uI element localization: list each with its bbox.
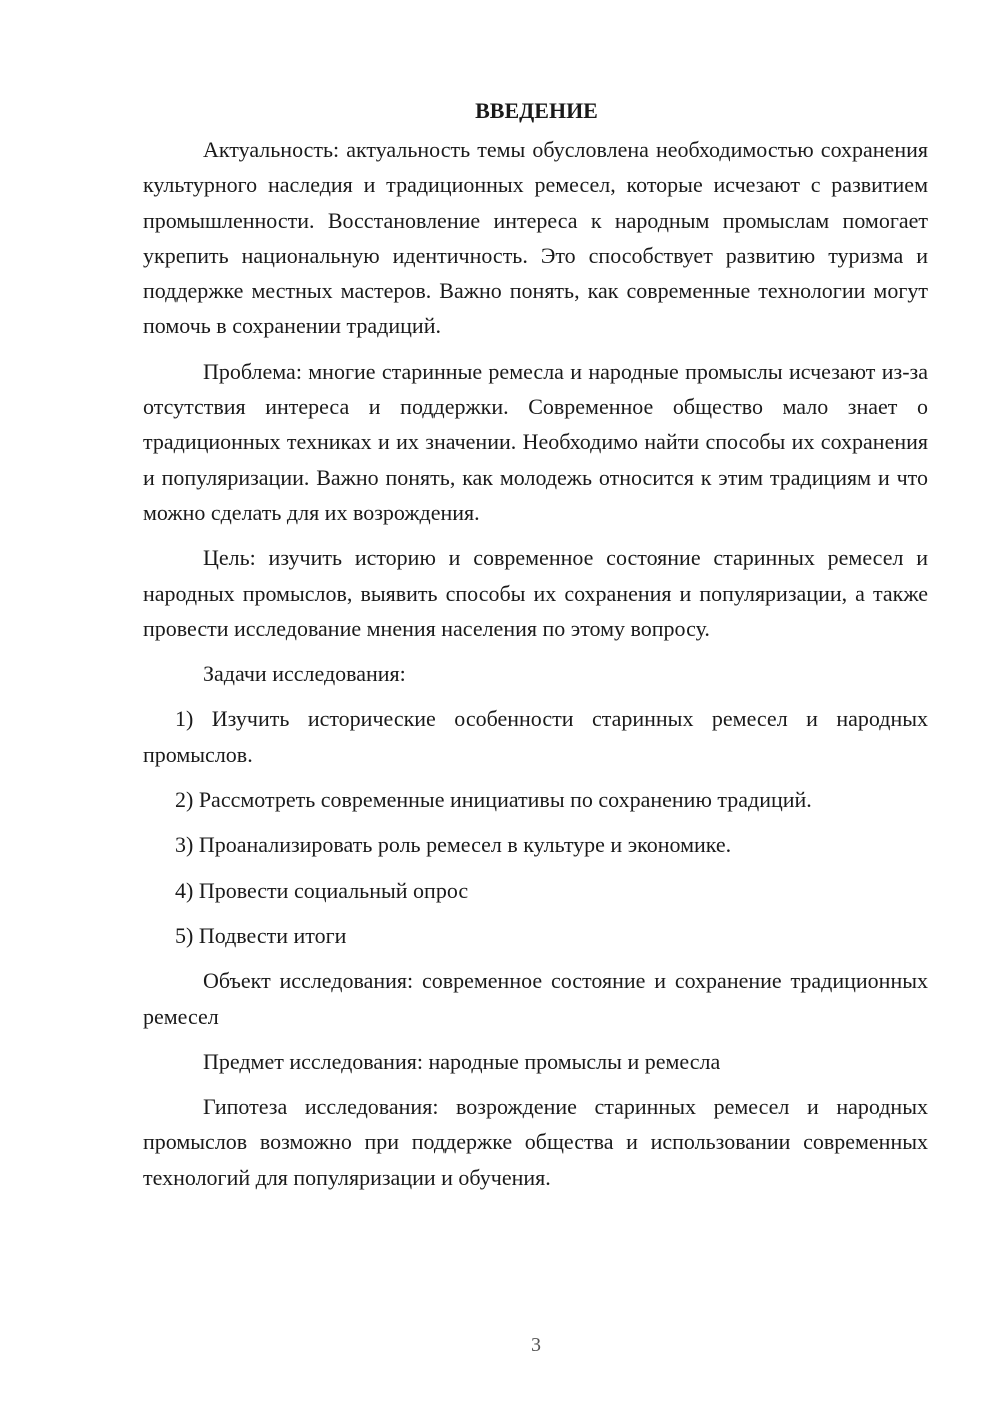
task-item-5: 5) Подвести итоги [175,922,347,948]
page-number: 3 [531,1334,541,1356]
task-item-4: 4) Провести социальный опрос [175,877,469,903]
goal-paragraph: Цель: изучить историю и современное состояние старинных ремесел и народных промыслов, выявить способы их сохранения и популяризации, а также провести исследование мнения населения по этому вопросу. [143,545,928,641]
subject-paragraph: Предмет исследования: народные промыслы и ремесла [203,1048,721,1074]
problem-paragraph: Проблема: многие старинные ремесла и народные промыслы исчезают из-за отсутствия интереса и поддержки. Современное общество мало знает о традиционных техниках и их значении. Необходимо найти способы их сохранения и популяризации. Важно понять, как молодежь относится к этим традициям и что можно сделать для их возрождения. [143,358,928,525]
hypothesis-paragraph: Гипотеза исследования: возрождение старинных ремесел и народных промыслов возможно при поддержке общества и использовании современных технологий для популяризации и обучения. [143,1094,928,1190]
tasks-list [143,701,928,953]
task-item-1: 1) Изучить исторические особенности старинных ремесел и народных промыслов. [143,706,928,767]
document-page [143,96,928,1205]
task-item-2: 2) Рассмотреть современные инициативы по сохранению традиций. [175,787,812,813]
task-item-3: 3) Проанализировать роль ремесел в культуре и экономике. [175,832,732,858]
relevance-paragraph: Актуальность: актуальность темы обусловлена необходимостью сохранения культурного наследия и традиционных ремесел, которые исчезают с развитием промышленности. Восстановление интереса к народным промыслам помогает укрепить национальную идентичность. Это способствует развитию туризма и поддержке местных мастеров. Важно понять, как современные технологии могут помочь в сохранении традиций. [143,137,928,339]
section-title: ВВЕДЕНИЕ [475,98,598,123]
tasks-heading: Задачи исследования: [203,661,406,687]
object-paragraph: Объект исследования: современное состояние и сохранение традиционных ремесел [143,968,928,1029]
